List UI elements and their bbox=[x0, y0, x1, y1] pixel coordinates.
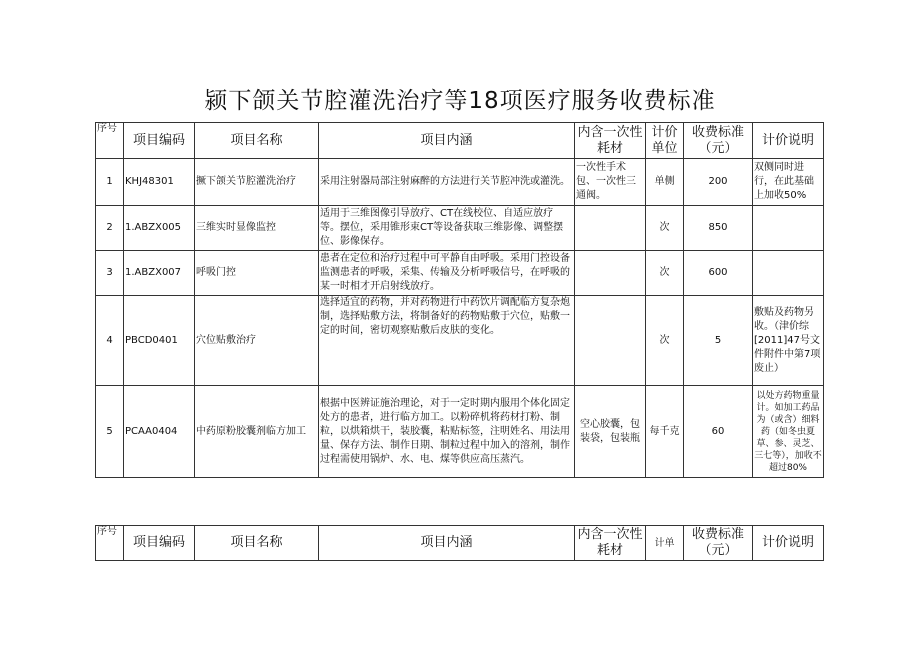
header-code: 项目编码 bbox=[124, 526, 195, 561]
row-unit: 次 bbox=[646, 206, 684, 251]
table-row bbox=[96, 206, 824, 251]
header-price: 收费标准（元） bbox=[684, 123, 753, 159]
fee-table-continued bbox=[95, 525, 824, 561]
row-price: 60 bbox=[684, 386, 753, 478]
header-price: 收费标准（元） bbox=[684, 526, 753, 561]
row-seq: 3 bbox=[96, 251, 124, 296]
page-title: 颍下颌关节腔灌洗治疗等18项医疗服务收费标准 bbox=[204, 88, 716, 114]
row-note bbox=[753, 251, 824, 296]
row-content: 采用注射器局部注射麻醉的方法进行关节腔冲洗或灌洗。 bbox=[319, 159, 575, 206]
row-price: 5 bbox=[684, 296, 753, 386]
table-row bbox=[96, 296, 824, 386]
row-name: 撅下颌关节腔灌洗治疗 bbox=[195, 159, 319, 206]
table-header-row bbox=[96, 123, 824, 159]
row-seq: 5 bbox=[96, 386, 124, 478]
row-content: 适用于三维图像引导放疗、CT在线校位、自适应放疗等。摆位，采用锥形束CT等设备获取三维影像、调整摆位、影像保存。 bbox=[319, 206, 575, 251]
row-price: 600 bbox=[684, 251, 753, 296]
header-note: 计价说明 bbox=[753, 526, 824, 561]
row-seq: 4 bbox=[96, 296, 124, 386]
row-unit: 每千克 bbox=[646, 386, 684, 478]
header-unit: 计单 bbox=[646, 526, 684, 561]
header-seq: 序号 bbox=[96, 123, 124, 159]
row-seq: 2 bbox=[96, 206, 124, 251]
row-note: 敷贴及药物另收。（津价综[2011]47号文件附件中第7项废止） bbox=[753, 296, 824, 386]
header-name: 项目名称 bbox=[195, 123, 319, 159]
row-note bbox=[753, 206, 824, 251]
header-note: 计价说明 bbox=[753, 123, 824, 159]
row-name: 三维实时显像监控 bbox=[195, 206, 319, 251]
row-price: 200 bbox=[684, 159, 753, 206]
row-price: 850 bbox=[684, 206, 753, 251]
row-note: 以处方药物重量计。如加工药品为（或含）细料药（如冬虫夏草、参、灵芝、三七等），加收不超过80% bbox=[753, 386, 824, 478]
header-content: 项目内涵 bbox=[319, 526, 575, 561]
row-code: KHJ48301 bbox=[124, 159, 195, 206]
row-seq: 1 bbox=[96, 159, 124, 206]
row-unit: 次 bbox=[646, 296, 684, 386]
table-header-row bbox=[96, 526, 824, 561]
header-consumables: 内含一次性耗材 bbox=[575, 123, 646, 159]
row-note: 双侧同时进行，在此基础上加收50% bbox=[753, 159, 824, 206]
row-consumables bbox=[575, 296, 646, 386]
table-row bbox=[96, 386, 824, 478]
row-consumables bbox=[575, 206, 646, 251]
row-unit: 次 bbox=[646, 251, 684, 296]
row-name: 穴位贴敷治疗 bbox=[195, 296, 319, 386]
row-content: 患者在定位和治疗过程中可平静自由呼吸。采用门控设备监测患者的呼吸，采集、传输及分析呼吸信号，在呼吸的某一时相才开启射线放疗。 bbox=[319, 251, 575, 296]
row-code: PBCD0401 bbox=[124, 296, 195, 386]
row-name: 呼吸门控 bbox=[195, 251, 319, 296]
header-unit: 计价单位 bbox=[646, 123, 684, 159]
header-content: 项目内涵 bbox=[319, 123, 575, 159]
header-seq: 序号 bbox=[96, 526, 124, 561]
row-content: 选择适宜的药物，并对药物进行中药饮片调配临方复杂炮制，选择贴敷方法，将制备好的药物贴敷于穴位，贴敷一定的时间，密切观察贴敷后皮肤的变化。 bbox=[319, 296, 575, 386]
row-content: 根据中医辨证施治理论，对于一定时期内服用个体化固定处方的患者，进行临方加工。以粉碎机将药材打粉、制粒，以烘箱烘干，装胶囊，粘贴标签，注明姓名、用法用量、保存方法、制作日期、制粒过程中加入的溶剂，制作过程需使用锅炉、水、电、煤等供应高压蒸汽。 bbox=[319, 386, 575, 478]
header-name: 项目名称 bbox=[195, 526, 319, 561]
table-row bbox=[96, 159, 824, 206]
row-unit: 单侧 bbox=[646, 159, 684, 206]
row-name: 中药原粉胶囊剂临方加工 bbox=[195, 386, 319, 478]
row-consumables: 空心胶囊，包装袋，包装瓶 bbox=[575, 386, 646, 478]
row-code: 1.ABZX005 bbox=[124, 206, 195, 251]
row-consumables bbox=[575, 251, 646, 296]
table-row bbox=[96, 251, 824, 296]
row-code: 1.ABZX007 bbox=[124, 251, 195, 296]
header-code: 项目编码 bbox=[124, 123, 195, 159]
row-code: PCAA0404 bbox=[124, 386, 195, 478]
row-consumables: 一次性手术包、一次性三通阀。 bbox=[575, 159, 646, 206]
header-consumables: 内含一次性耗材 bbox=[575, 526, 646, 561]
fee-table bbox=[95, 122, 824, 478]
